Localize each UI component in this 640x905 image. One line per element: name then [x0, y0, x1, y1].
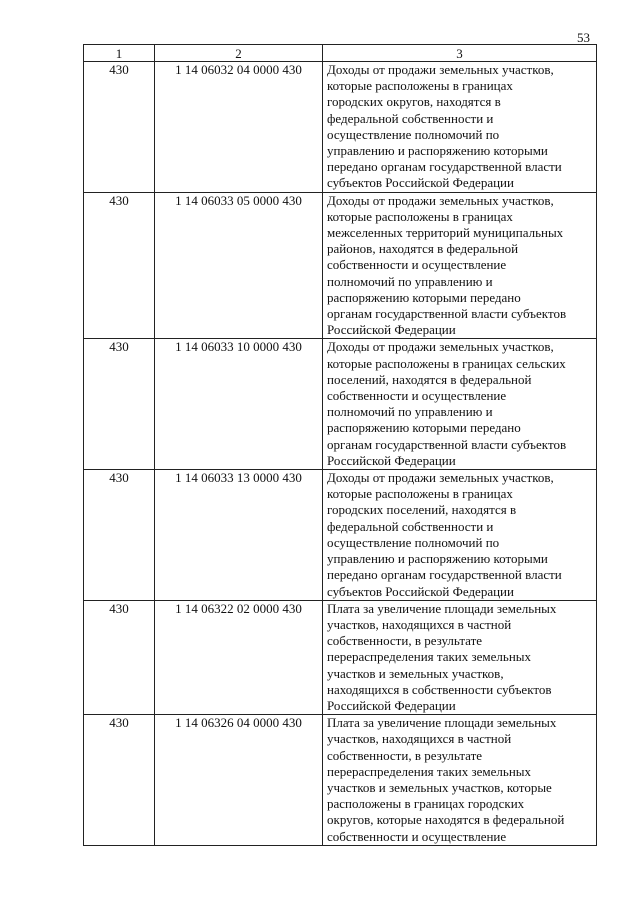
- description-line: участков, находящихся в частной: [327, 616, 512, 632]
- admin-code-cell: 430: [84, 339, 155, 470]
- kbk-code-cell: 1 14 06033 10 0000 430: [155, 339, 323, 470]
- admin-code-cell: 430: [84, 62, 155, 193]
- description-line: Плата за увеличение площади земельных: [327, 715, 557, 731]
- page-number: 53: [577, 30, 590, 45]
- description-line: передано органам государственной власти: [327, 159, 562, 175]
- description-line: межселенных территорий муниципальных: [327, 225, 564, 241]
- description-cell: [323, 470, 597, 601]
- table-row: [84, 192, 597, 339]
- table-row: [84, 470, 597, 601]
- description-line: полномочий по управлению и: [327, 404, 493, 420]
- description-line: собственности и осуществление: [327, 388, 507, 404]
- table-row: [84, 62, 597, 193]
- table-body: [84, 45, 597, 846]
- description-line: собственности и осуществление: [327, 828, 507, 844]
- description-line: находящихся в собственности субъектов: [327, 681, 552, 697]
- description-line: управлению и распоряжению которыми: [327, 143, 548, 159]
- description-line: субъектов Российской Федерации: [327, 583, 514, 599]
- table-row: [84, 600, 597, 714]
- description-line: федеральной собственности и: [327, 518, 494, 534]
- table-row: [84, 715, 597, 846]
- description-line: которые расположены в границах: [327, 208, 513, 224]
- header-cell-col-1: 1: [84, 45, 155, 62]
- description-line: распоряжению которыми передано: [327, 289, 521, 305]
- description-line: которые расположены в границах сельских: [327, 355, 566, 371]
- budget-codes-table: [83, 44, 597, 846]
- description-line: органам государственной власти субъектов: [327, 306, 567, 322]
- description-line: Доходы от продажи земельных участков,: [327, 339, 554, 355]
- admin-code-cell: 430: [84, 715, 155, 846]
- description-line: участков и земельных участков,: [327, 665, 504, 681]
- description-line: участков и земельных участков, которые: [327, 779, 552, 795]
- kbk-code-cell: 1 14 06033 13 0000 430: [155, 470, 323, 601]
- description-line: Российской Федерации: [327, 697, 456, 713]
- description-line: собственности, в результате: [327, 633, 483, 649]
- table-row: [84, 339, 597, 470]
- description-line: которые расположены в границах: [327, 78, 513, 94]
- description-line: Плата за увеличение площади земельных: [327, 600, 557, 616]
- description-line: осуществление полномочий по: [327, 126, 500, 142]
- description-line: распоряжению которыми передано: [327, 420, 521, 436]
- kbk-code-cell: 1 14 06322 02 0000 430: [155, 600, 323, 714]
- description-line: участков, находящихся в частной: [327, 731, 512, 747]
- description-line: поселений, находятся в федеральной: [327, 371, 532, 387]
- description-cell: [323, 600, 597, 714]
- admin-code-cell: 430: [84, 470, 155, 601]
- kbk-code-cell: 1 14 06033 05 0000 430: [155, 192, 323, 339]
- description-line: Доходы от продажи земельных участков,: [327, 192, 554, 208]
- description-line: перераспределения таких земельных: [327, 763, 532, 779]
- description-line: перераспределения таких земельных: [327, 649, 532, 665]
- description-line: Российской Федерации: [327, 322, 456, 338]
- description-line: Доходы от продажи земельных участков,: [327, 470, 554, 486]
- description-line: собственности, в результате: [327, 747, 483, 763]
- description-cell: [323, 339, 597, 470]
- description-line: городских округов, находятся в: [327, 94, 501, 110]
- header-cell-col-3: 3: [323, 45, 597, 62]
- header-cell-col-2: 2: [155, 45, 323, 62]
- description-line: округов, которые находятся в федеральной: [327, 812, 565, 828]
- description-cell: [323, 62, 597, 193]
- admin-code-cell: 430: [84, 600, 155, 714]
- description-line: собственности и осуществление: [327, 257, 507, 273]
- description-cell: [323, 715, 597, 846]
- description-line: передано органам государственной власти: [327, 567, 562, 583]
- kbk-code-cell: 1 14 06032 04 0000 430: [155, 62, 323, 193]
- description-line: которые расположены в границах: [327, 486, 513, 502]
- description-line: органам государственной власти субъектов: [327, 436, 567, 452]
- description-line: районов, находятся в федеральной: [327, 241, 519, 257]
- table-header-row: [84, 45, 597, 62]
- description-cell: [323, 192, 597, 339]
- description-line: городских поселений, находятся в: [327, 502, 517, 518]
- description-line: полномочий по управлению и: [327, 273, 493, 289]
- description-line: Доходы от продажи земельных участков,: [327, 62, 554, 77]
- description-line: осуществление полномочий по: [327, 534, 500, 550]
- description-line: расположены в границах городских: [327, 796, 525, 812]
- admin-code-cell: 430: [84, 192, 155, 339]
- description-line: субъектов Российской Федерации: [327, 175, 514, 191]
- description-line: Российской Федерации: [327, 452, 456, 468]
- description-line: федеральной собственности и: [327, 110, 494, 126]
- kbk-code-cell: 1 14 06326 04 0000 430: [155, 715, 323, 846]
- description-line: управлению и распоряжению которыми: [327, 551, 548, 567]
